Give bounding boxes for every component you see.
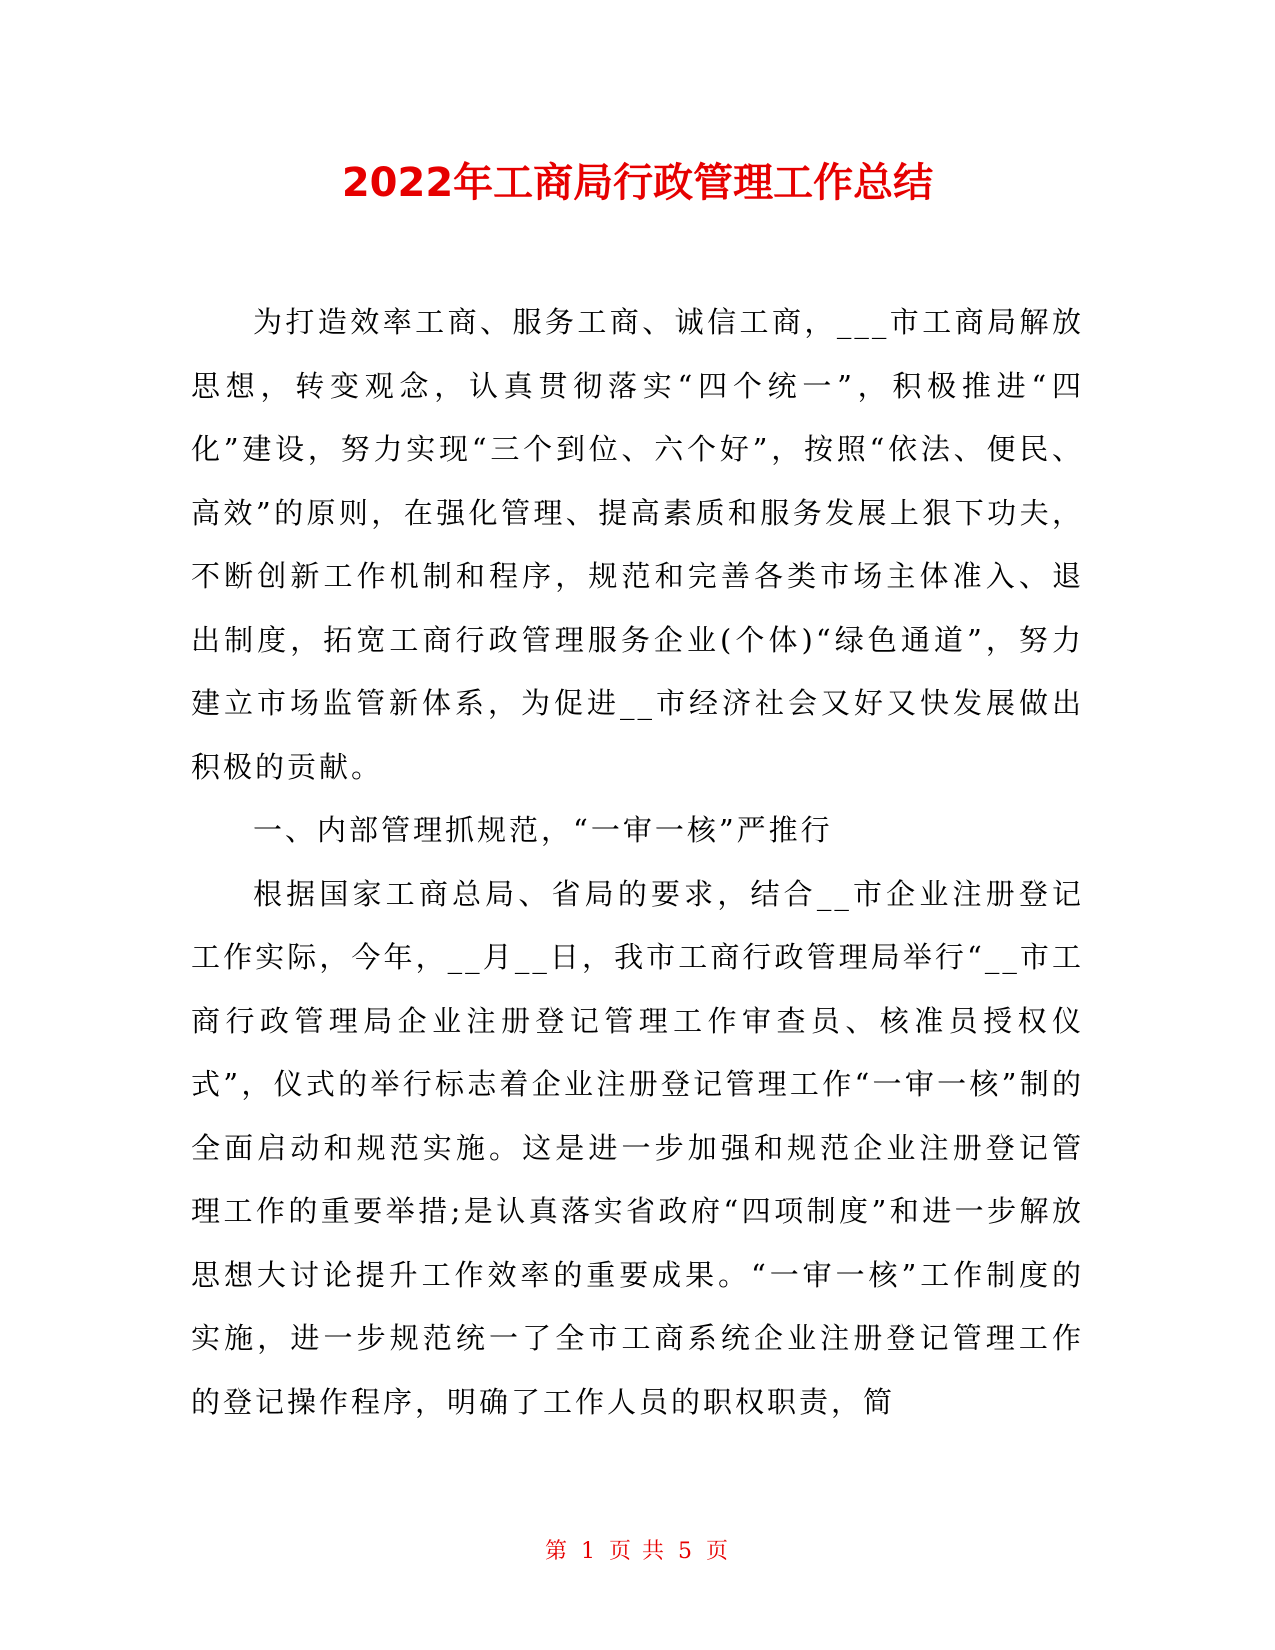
footer-prefix: 第: [544, 1539, 569, 1564]
footer-suffix: 页: [706, 1539, 731, 1564]
footer-total-pages: 5: [678, 1539, 694, 1564]
footer-current-page: 1: [581, 1539, 597, 1564]
document-title: 2022年工商局行政管理工作总结: [341, 160, 934, 206]
footer-middle: 页 共: [609, 1539, 666, 1564]
paragraph-section-1: 根据国家工商总局、省局的要求，结合__市企业注册登记工作实际，今年，__月__日，我市工商行政管理局举行“__市工商行政管理局企业注册登记管理工作审查员、核准员授权仪式”，仪式的举行标志着企业注册登记管理工作“一审一核”制的全面启动和规范实施。这是进一步加强和规范企业注册登记管理工作的重要举措;是认真落实省政府“四项制度”和进一步解放思想大讨论提升工作效率的重要成果。“一审一核”工作制度的实施，进一步规范统一了全市工商系统企业注册登记管理工作的登记操作程序，明确了工作人员的职权职责，简: [191, 876, 1084, 1419]
page-number-footer: [0, 1538, 1275, 1566]
section-heading: 一、内部管理抓规范，“一审一核”严推行: [253, 813, 833, 847]
document-body: [191, 291, 1084, 1434]
paragraph-intro: 为打造效率工商、服务工商、诚信工商，___市工商局解放思想，转变观念，认真贯彻落实“四个统一”，积极推进“四化”建设，努力实现“三个到位、六个好”，按照“依法、便民、高效”的原则，在强化管理、提高素质和服务发展上狠下功夫，不断创新工作机制和程序，规范和完善各类市场主体准入、退出制度，拓宽工商行政管理服务企业(个体)“绿色通道”，努力建立市场监管新体系，为促进__市经济社会又好又快发展做出积极的贡献。: [191, 305, 1084, 784]
